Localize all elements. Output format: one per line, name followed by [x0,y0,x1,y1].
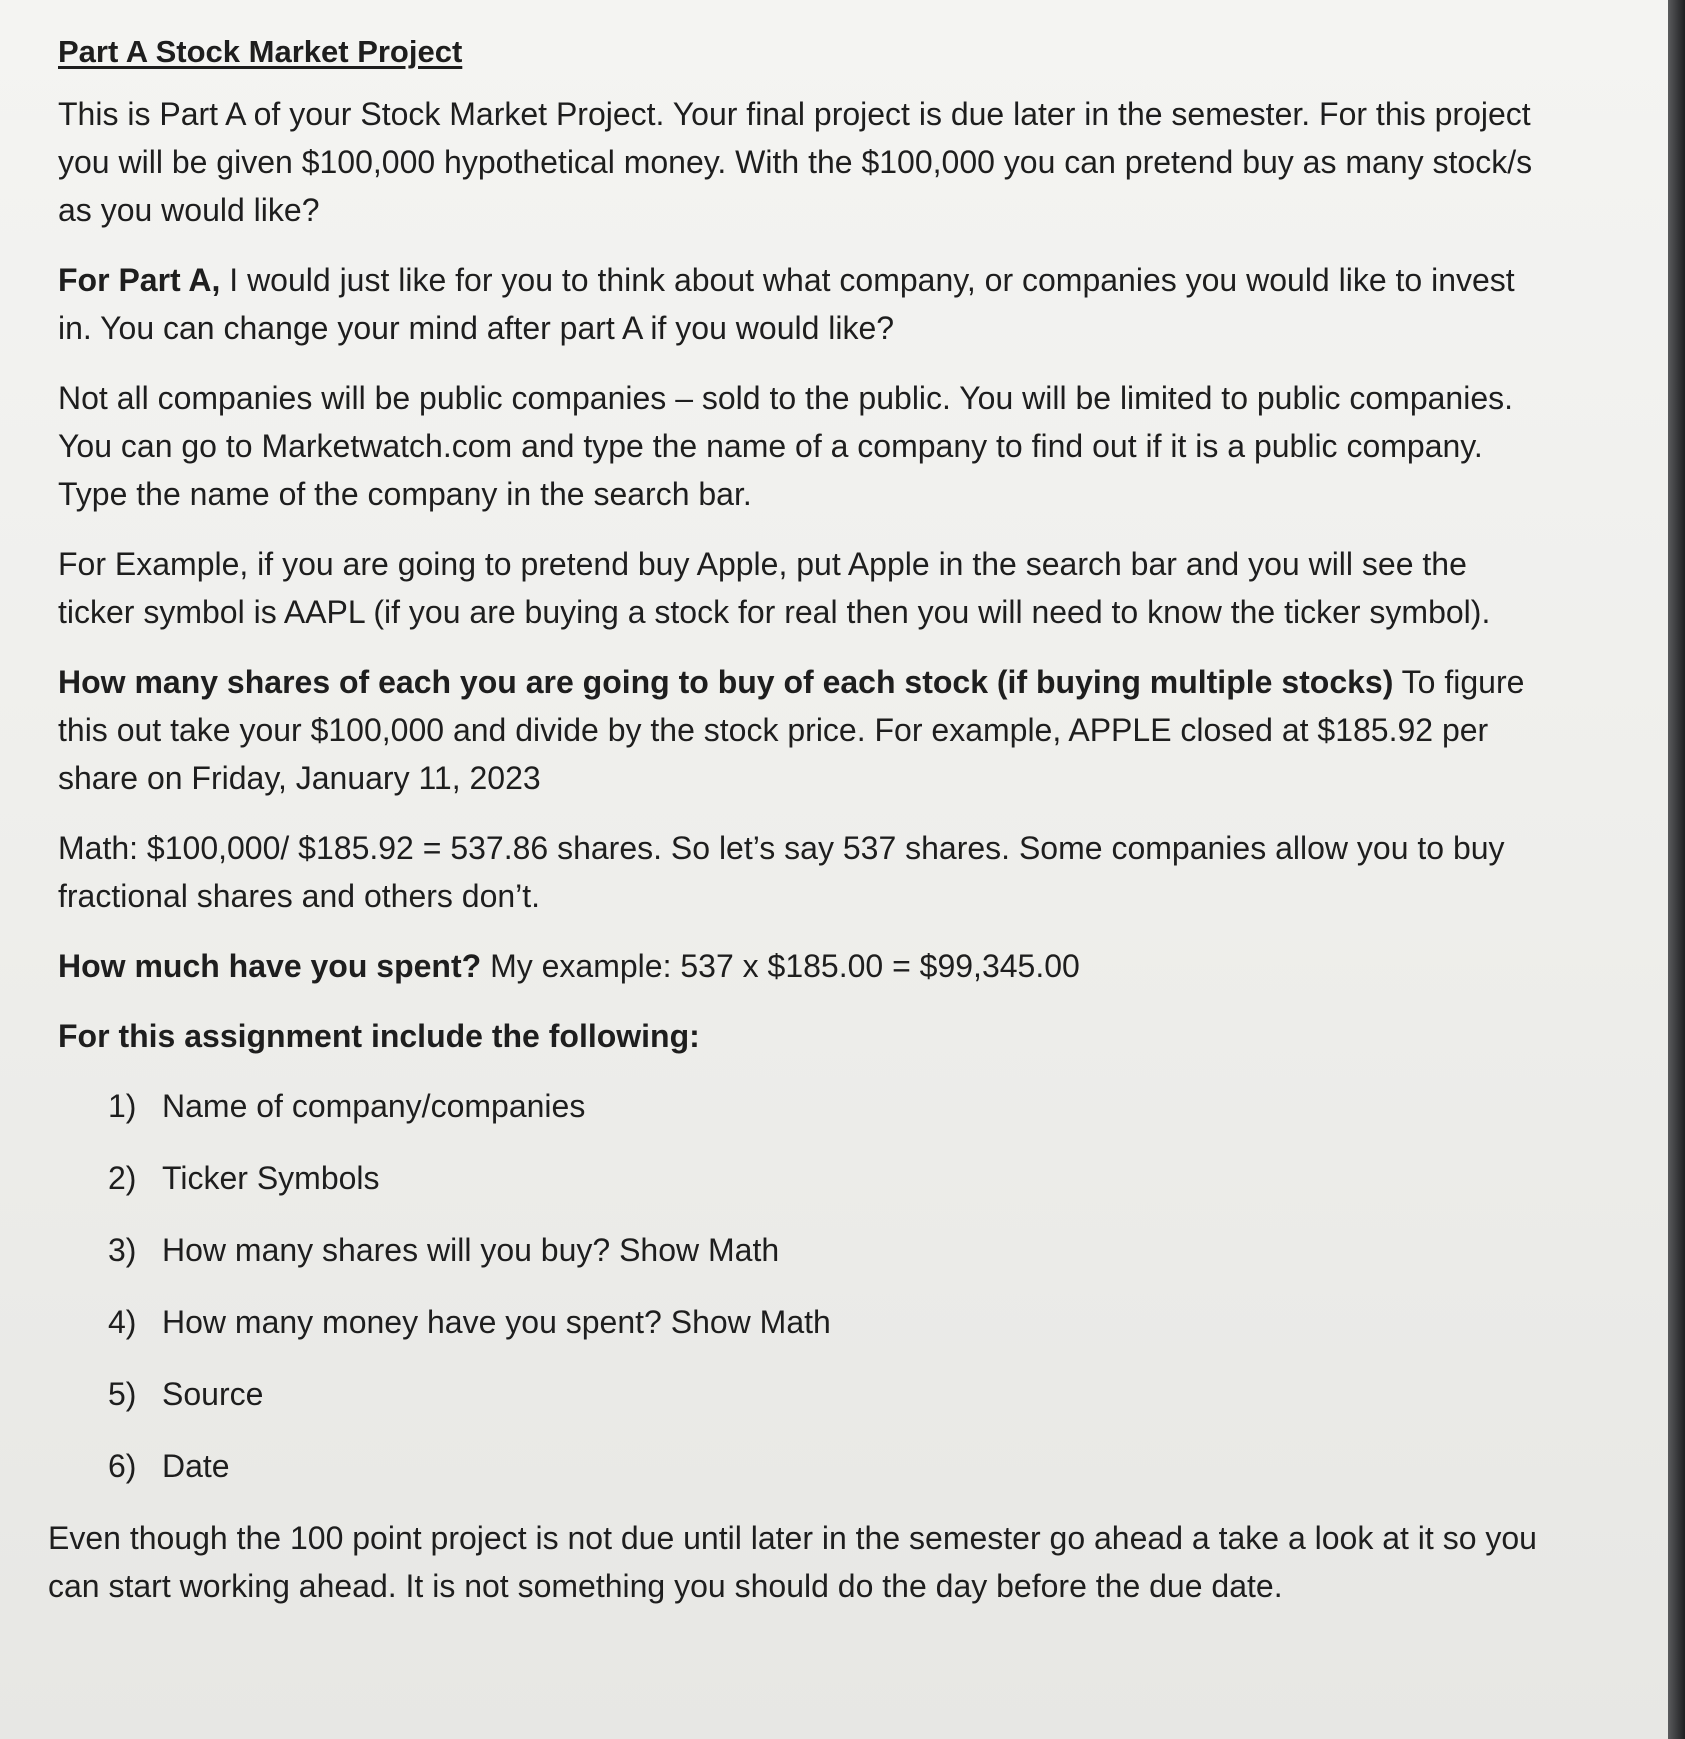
spent-text: My example: 537 x $185.00 = $99,345.00 [481,948,1080,984]
assignment-heading [58,1012,1548,1060]
list-item-label: Ticker Symbols [162,1160,380,1196]
list-item-label: Date [162,1448,230,1484]
part-a-text: I would just like for you to think about what company, or companies you would like to invest in. You can change your mind after part A if you would like? [58,262,1515,346]
list-item [108,1226,1548,1274]
page-title: Part A Stock Market Project [58,34,463,69]
example-paragraph: For Example, if you are going to pretend buy Apple, put Apple in the search bar and you will see the ticker symbol is AAPL (if you are buying a stock for real then you will need to know the ticker symbol). [58,546,1491,630]
spent-paragraph [58,942,1548,990]
list-item-number: 1) [108,1088,137,1124]
shares-text: To figure this out take your $100,000 and divide by the stock price. For example, APPLE closed at $185.92 per share on Friday, January 11, 2023 [58,664,1525,796]
public-companies-paragraph: Not all companies will be public companies – sold to the public. You will be limited to public companies. You can go to Marketwatch.com and type the name of a company to find out if it is a public company. Type the name of the company in the search bar. [58,380,1514,512]
list-item-label: How many money have you spent? Show Math [162,1304,831,1340]
list-item-number: 2) [108,1160,137,1196]
list-item [108,1298,1548,1346]
shares-paragraph [58,658,1548,802]
list-item [108,1442,1548,1490]
list-item-label: Name of company/companies [162,1088,586,1124]
list-item [108,1082,1548,1130]
math-paragraph: Math: $100,000/ $185.92 = 537.86 shares. So let’s say 537 shares. Some companies allow you to buy fractional shares and others don’t. [58,830,1505,914]
list-item-number: 4) [108,1304,137,1340]
page-edge-shadow [1668,0,1685,1739]
list-item-number: 5) [108,1376,137,1412]
spent-bold: How much have you spent? [58,948,482,984]
shares-bold: How many shares of each you are going to buy of each stock (if buying multiple stocks) [58,664,1394,700]
assignment-heading-text: For this assignment include the following: [58,1018,700,1054]
list-item-number: 3) [108,1232,137,1268]
list-item [108,1154,1548,1202]
part-a-paragraph [58,256,1548,352]
list-item-label: How many shares will you buy? Show Math [162,1232,780,1268]
intro-paragraph: This is Part A of your Stock Market Project. Your final project is due later in the semester. For this project you will be given $100,000 hypothetical money. With the $100,000 you can pretend buy as many stock/s as you would like? [58,96,1533,228]
assignment-list [58,1082,1548,1490]
closing-paragraph: Even though the 100 point project is not due until later in the semester go ahead a take a look at it so you can start working ahead. It is not something you should do the day before the due date. [48,1520,1537,1604]
list-item-label: Source [162,1376,264,1412]
list-item-number: 6) [108,1448,137,1484]
part-a-bold: For Part A, [58,262,221,298]
list-item [108,1370,1548,1418]
